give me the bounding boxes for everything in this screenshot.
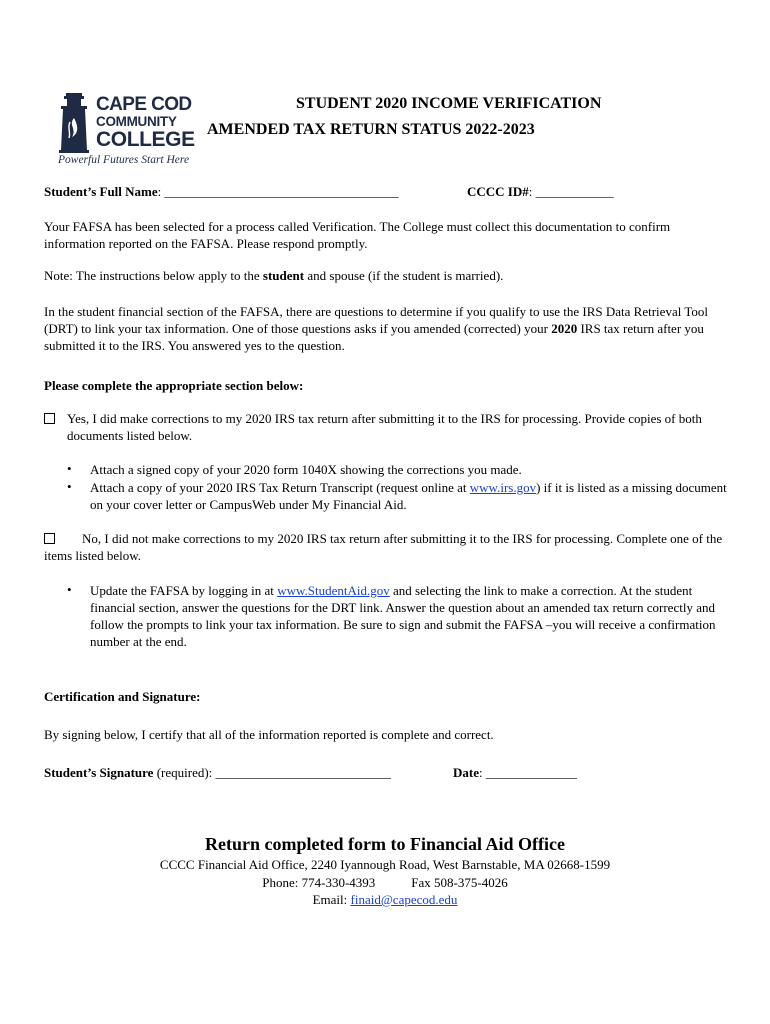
signature-blank[interactable]: ___________________________ <box>215 765 392 780</box>
lighthouse-icon <box>56 92 92 154</box>
note-bold-student: student <box>262 268 305 283</box>
page-title-line-2: AMENDED TAX RETURN STATUS 2022-2023 <box>207 121 535 138</box>
logo-line-1: CAPE COD <box>96 94 192 115</box>
footer-fax: Fax 508-375-4026 <box>411 875 508 890</box>
signature-field[interactable] <box>44 764 391 781</box>
option-no-bullet-1 <box>90 582 730 650</box>
cccc-id-blank[interactable]: ____________ <box>535 184 614 199</box>
intro-paragraph: Your FAFSA has been selected for a process called Verification. The College must collect this documentation to confirm information reported on the FAFSA. Please respond promptly. <box>44 219 671 251</box>
cccc-id-colon: : <box>528 184 536 199</box>
student-name-label: Student’s Full Name <box>44 184 158 199</box>
note-paragraph <box>44 267 503 284</box>
bullet-2-text-end: ) if it is listed as a missing document on your cover letter or CampusWeb under My Financial Aid. <box>90 480 727 512</box>
option-no-label: No, I did not make corrections to my 2020 IRS tax return after submitting it to the IRS for processing. Complete one of the items listed below. <box>44 531 723 563</box>
no-bullet-text-end: and selecting the link to make a correction. At the student financial section, answer the questions for the DRT link. Answer the question about an amended tax return correctly and follow the prompts to link your tax information. Be sure to sign and submit the FAFSA –you will receive a confirmation number at the end. <box>90 583 716 649</box>
signature-required: (required): <box>153 765 216 780</box>
cccc-id-field[interactable] <box>467 183 614 200</box>
student-name-field[interactable] <box>44 183 399 200</box>
date-colon: : <box>479 765 486 780</box>
note-text-end: and spouse (if the student is married). <box>304 268 504 283</box>
student-name-colon: : <box>157 184 165 199</box>
date-label: Date <box>453 765 479 780</box>
bullet-2-text-start: Attach a copy of your 2020 IRS Tax Return Transcript (request online at <box>90 480 470 495</box>
footer-contact <box>0 874 770 891</box>
bullet-glyph: • <box>67 479 72 494</box>
footer-email-label: Email: <box>312 892 351 907</box>
logo-tagline: Powerful Futures Start Here <box>58 154 190 166</box>
option-yes-checkbox[interactable] <box>44 413 55 424</box>
bullet-glyph: • <box>67 582 72 597</box>
option-yes-bullet-1: Attach a signed copy of your 2020 form 1040X showing the corrections you made. <box>90 462 522 477</box>
college-logo <box>54 92 204 168</box>
cccc-id-label: CCCC ID# <box>467 184 529 199</box>
footer-heading: Return completed form to Financial Aid Office <box>205 834 565 854</box>
signature-label: Student’s Signature <box>44 765 154 780</box>
footer-email-line <box>0 891 770 908</box>
drt-text-start: In the student financial section of the FAFSA, there are questions to determine if you qualify to use the IRS Data Retrieval Tool (DRT) to link your tax information. One of those questions asks if you amended (corrected) your <box>44 304 708 336</box>
no-bullet-text-start: Update the FAFSA by logging in at <box>90 583 278 598</box>
date-blank[interactable]: ______________ <box>485 765 577 780</box>
drt-bold-year: 2020 <box>551 321 578 336</box>
section-heading: Please complete the appropriate section below: <box>44 378 304 393</box>
certification-heading: Certification and Signature: <box>44 689 201 704</box>
footer-address: CCCC Financial Aid Office, 2240 Iyannough Road, West Barnstable, MA 02668-1599 <box>159 857 611 872</box>
certification-statement: By signing below, I certify that all of the information reported is complete and correct. <box>44 727 494 742</box>
page-title-line-1: STUDENT 2020 INCOME VERIFICATION <box>296 95 602 112</box>
option-no-text <box>44 530 734 564</box>
option-yes-bullet-2 <box>90 479 730 513</box>
logo-line-3: COLLEGE <box>96 128 195 151</box>
irs-link[interactable]: www.irs.gov <box>469 480 537 495</box>
bullet-glyph: • <box>67 461 72 476</box>
email-link[interactable]: finaid@capecod.edu <box>350 892 458 907</box>
logo-line-2: COMMUNITY <box>96 114 177 129</box>
option-yes-text: Yes, I did make corrections to my 2020 IRS tax return after submitting it to the IRS for processing. Provide copies of both documents listed below. <box>67 411 702 443</box>
drt-paragraph <box>44 303 734 354</box>
drt-text-end: IRS tax return after you submitted it to the IRS. You answered yes to the question. <box>44 321 704 353</box>
studentaid-link[interactable]: www.StudentAid.gov <box>277 583 390 598</box>
date-field[interactable] <box>453 764 577 781</box>
note-text-start: Note: The instructions below apply to the <box>44 268 263 283</box>
footer-phone: Phone: 774-330-4393 <box>262 875 376 890</box>
student-name-blank[interactable]: ____________________________________ <box>164 184 399 199</box>
